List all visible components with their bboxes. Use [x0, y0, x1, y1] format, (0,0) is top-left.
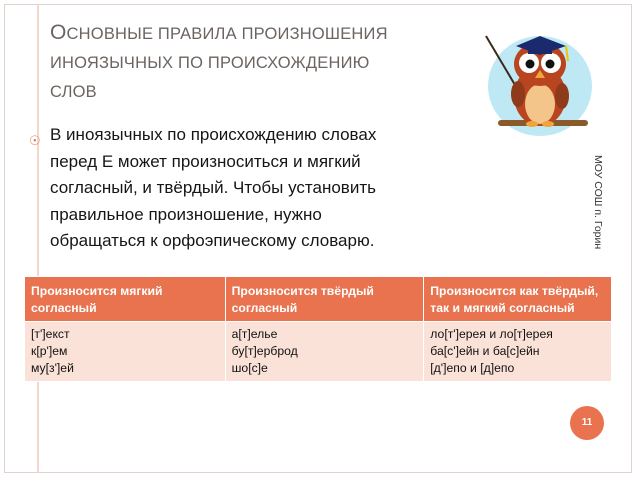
table-header-row [25, 277, 612, 322]
word-example: ло[т']ерея и ло[т]ерея [430, 327, 553, 341]
title-line-1 [50, 18, 470, 49]
bullet-line: согласный, и твёрдый. Чтобы установить [50, 178, 376, 197]
table-row [25, 322, 612, 382]
word-example: а[т]елье [231, 327, 278, 341]
table-cell [225, 322, 424, 382]
bullet-text [50, 122, 490, 255]
left-accent-line [37, 4, 39, 473]
word-example: ба[с']ейн и ба[с]ейн [430, 344, 540, 358]
owl-graduate-icon [478, 16, 596, 161]
word-example: [д']епо и [д]епо [430, 361, 515, 375]
table-cell [424, 322, 612, 382]
word-example: шо[с]е [231, 361, 268, 375]
bullet-line: правильное произношение, нужно [50, 204, 322, 224]
bullet-line: В иноязычных по происхождению словах [50, 125, 377, 144]
bullet-line: обращаться к орфоэпическому словарю. [50, 231, 375, 250]
title-line-3: СЛОВ [50, 83, 97, 101]
title-line-2: ИНОЯЗЫЧНЫХ ПО ПРОИСХОЖДЕНИЮ [50, 54, 370, 72]
target-bullet-icon: ☉ [29, 133, 41, 148]
header-both: Произносится как твёрдый, так и мягкий согласный [424, 277, 612, 322]
header-soft: Произносится мягкий согласный [25, 277, 226, 322]
word-example: бу[т]ерброд [231, 344, 298, 358]
table-cell [25, 322, 226, 382]
word-example: к[р']ем [31, 344, 68, 358]
header-hard: Произносится твёрдый согласный [225, 277, 424, 322]
pronunciation-table [24, 276, 612, 382]
page-number-badge: 11 [570, 406, 604, 440]
word-example: му[з']ей [31, 361, 74, 375]
bullet-line: перед Е может произноситься и мягкий [50, 151, 361, 171]
slide-title [50, 18, 470, 107]
title-initial: О [50, 21, 67, 44]
title-line-1-rest: СНОВНЫЕ ПРАВИЛА ПРОИЗНОШЕНИЯ [66, 25, 388, 43]
side-label: МОУ СОШ п. Горин [592, 155, 604, 250]
word-example: [т']екст [31, 327, 70, 341]
